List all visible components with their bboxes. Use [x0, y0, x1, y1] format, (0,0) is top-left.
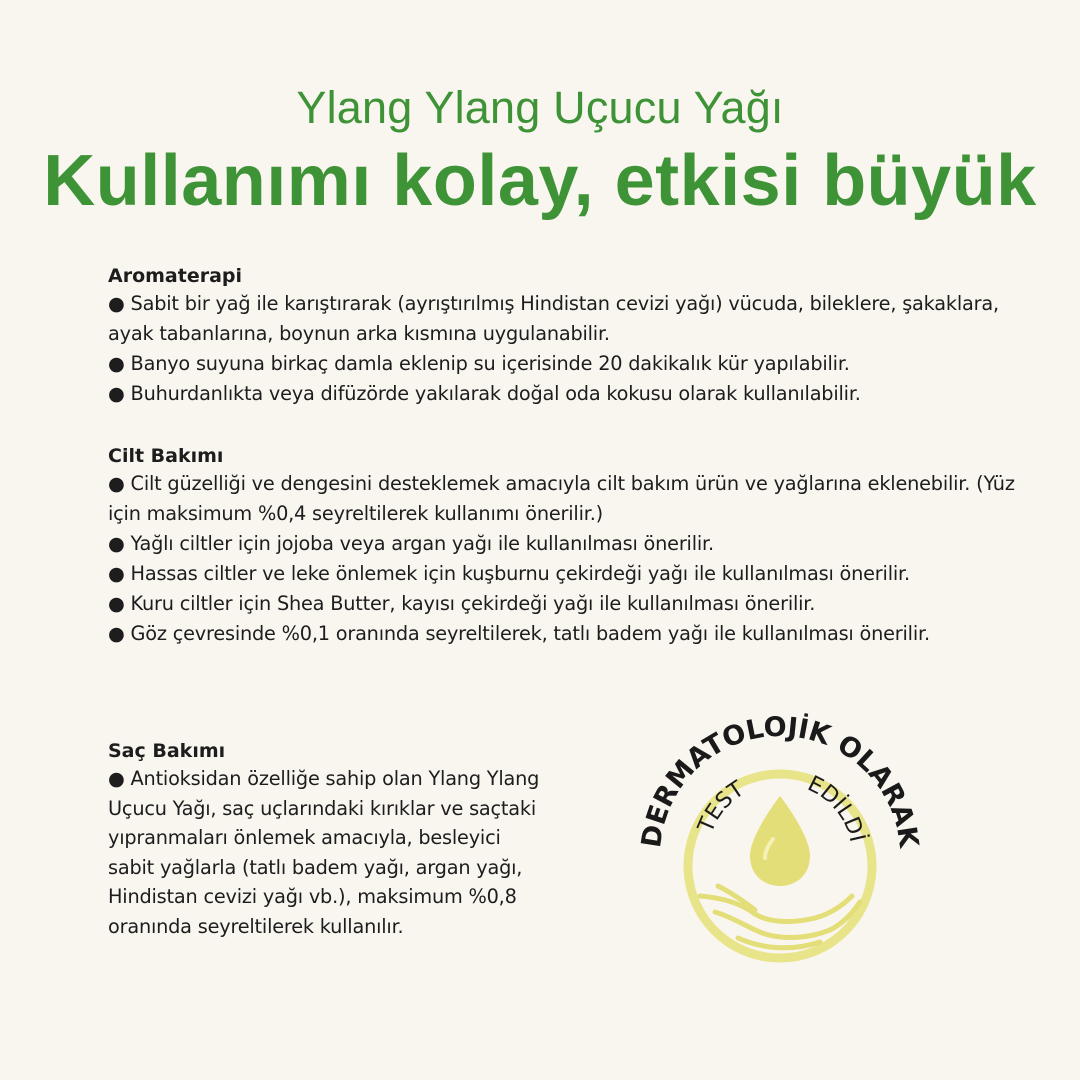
- list-item: ● Yağlı ciltler için jojoba veya argan yağı ile kullanılması önerilir.: [108, 532, 714, 555]
- badge-inner-text-left: TEST: [693, 776, 749, 837]
- list-item: ● Göz çevresinde %0,1 oranında seyreltilerek, tatlı badem yağı ile kullanılması önerilir.: [108, 622, 930, 645]
- list-item: ● Kuru ciltler için Shea Butter, kayısı çekirdeği yağı ile kullanılması önerilir.: [108, 592, 816, 615]
- list-item: ● Hassas ciltler ve leke önlemek için kuşburnu çekirdeği yağı ile kullanılması önerilir.: [108, 562, 910, 585]
- section-heading: Cilt Bakımı: [108, 445, 224, 467]
- list-item: ● Banyo suyuna birkaç damla eklenip su içerisinde 20 dakikalık kür yapılabilir.: [108, 352, 850, 375]
- section-skin-care: [108, 443, 1038, 649]
- subtitle: Ylang Ylang Uçucu Yağı: [296, 82, 784, 133]
- page-title: Kullanımı kolay, etkisi büyük: [43, 141, 1037, 221]
- list-item: ● Cilt güzelliği ve dengesini desteklemek amacıyla cilt bakım ürün ve yağlarına eklenebilir. (Yüz için maksimum %0,4 seyreltilerek kullanımı önerilir.): [108, 472, 1015, 525]
- section-heading: Aromaterapi: [108, 265, 243, 287]
- badge-inner-text-right: EDİLDİ: [803, 771, 870, 845]
- list-item: ● Buhurdanlıkta veya difüzörde yakılarak doğal oda kokusu olarak kullanılabilir.: [108, 382, 861, 405]
- list-item: ● Antioksidan özelliğe sahip olan Ylang Ylang Uçucu Yağı, saç uçlarındaki kırıklar ve saçtaki yıpranmaları önlemek amacıyla, besleyici sabit yağlarla (tatlı badem yağı, argan yağı, Hindistan cevizi yağı vb.), maksimum %0,8 oranında seyreltilerek kullanılır.: [108, 767, 540, 938]
- section-heading: Saç Bakımı: [108, 740, 226, 762]
- dermatology-tested-badge: [630, 706, 930, 1006]
- section-aromatherapy: [108, 263, 1008, 409]
- oil-drop-icon: [750, 796, 810, 886]
- badge-outer-text: DERMATOLOJİK OLARAK: [635, 711, 924, 850]
- section-hair-care: [108, 738, 548, 941]
- list-item: ● Sabit bir yağ ile karıştırarak (ayrıştırılmış Hindistan cevizi yağı) vücuda, bileklere, şakaklara, ayak tabanlarına, boynun arka kısmına uygulanabilir.: [108, 292, 999, 345]
